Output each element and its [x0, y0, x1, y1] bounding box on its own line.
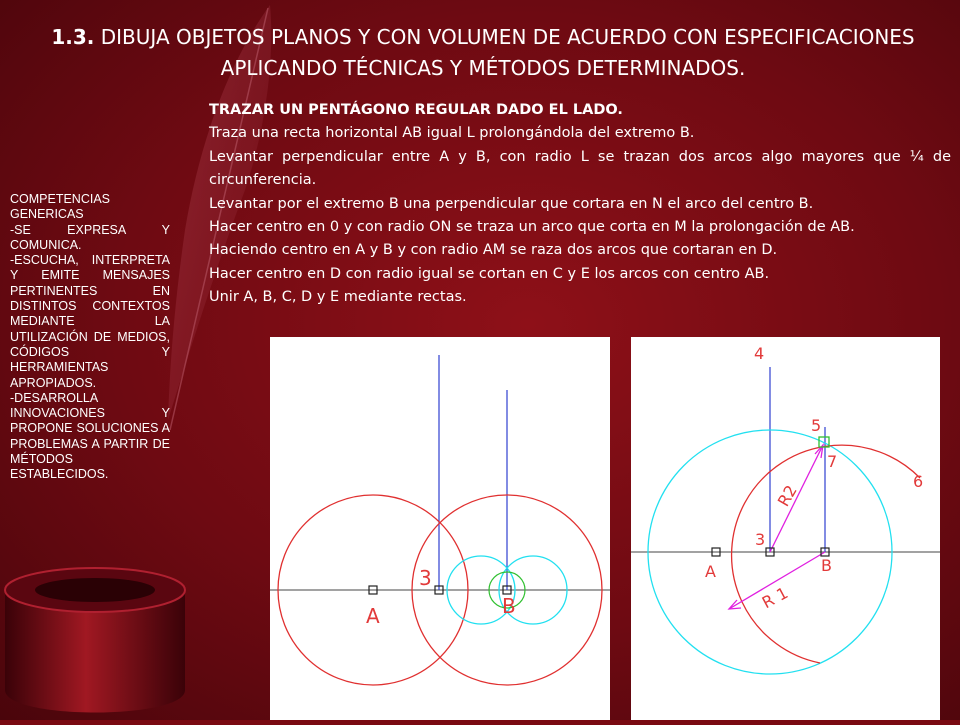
procedure-step: Levantar por el extremo B una perpendicular que cortara en N el arco del centro B.: [209, 195, 814, 212]
procedure-step: Hacer centro en 0 y con radio ON se traza un arco que corta en M la prolongación de AB.: [209, 219, 855, 236]
construction-figure-1: [270, 337, 610, 720]
title-number: 1.3.: [51, 25, 95, 49]
label-5: 5: [811, 416, 822, 435]
slide-title: [18, 22, 948, 84]
procedure-heading: TRAZAR UN PENTÁGONO REGULAR DADO EL LADO.: [209, 102, 623, 118]
procedure-step: Hacer centro en D con radio igual se cortan en C y E los arcos con centro AB.: [209, 265, 770, 282]
inkwell-opening: [35, 578, 155, 602]
label-b: B: [502, 594, 516, 618]
procedure-step: Haciendo centro en A y B y con radio AM se raza dos arcos que cortaran en D.: [209, 242, 778, 259]
label-b: B: [821, 556, 832, 575]
label-r2: R2: [773, 481, 801, 510]
label-3: 3: [755, 530, 766, 549]
competencias-text: COMPETENCIAS GENERICAS -SE EXPRESA Y COMUNICA. -ESCUCHA, INTERPRETA Y EMITE MENSAJES PERTINENTES EN DISTINTOS CONTEXTOS MEDIANTE LA UTILIZACIÓN DE MEDIOS, CÓDIGOS Y HERRAMIENTAS APROPIADOS. -DESARROLLA INNOVACIONES Y PROPONE SOLUCIONES A PROBLEMAS A PARTIR DE MÉTODOS ESTABLECIDOS.: [10, 192, 170, 482]
arrowhead-r1: [729, 600, 741, 609]
procedure-text: [209, 99, 951, 310]
title-text: DIBUJA OBJETOS PLANOS Y CON VOLUMEN DE ACUERDO CON ESPECIFICACIONES APLICANDO TÉCNICAS Y MÉTODOS DETERMINADOS.: [100, 25, 915, 80]
label-3: 3: [419, 566, 432, 590]
figure-1-drawing: [270, 337, 610, 720]
label-6: 6: [913, 472, 924, 491]
procedure-step: Unir A, B, C, D y E mediante rectas.: [209, 289, 467, 306]
procedure-step: Levantar perpendicular entre A y B, con radio L se trazan dos arcos algo mayores que ¼ de circunferencia.: [209, 148, 951, 189]
label-7: 7: [827, 452, 838, 471]
construction-figure-2: [631, 337, 940, 720]
label-a: A: [705, 562, 716, 581]
figure-2-drawing: [631, 337, 940, 720]
label-a: A: [366, 604, 380, 628]
label-4: 4: [754, 344, 765, 363]
procedure-step: Traza una recta horizontal AB igual L prolongándola del extremo B.: [209, 125, 695, 142]
label-r1: R 1: [758, 583, 792, 613]
